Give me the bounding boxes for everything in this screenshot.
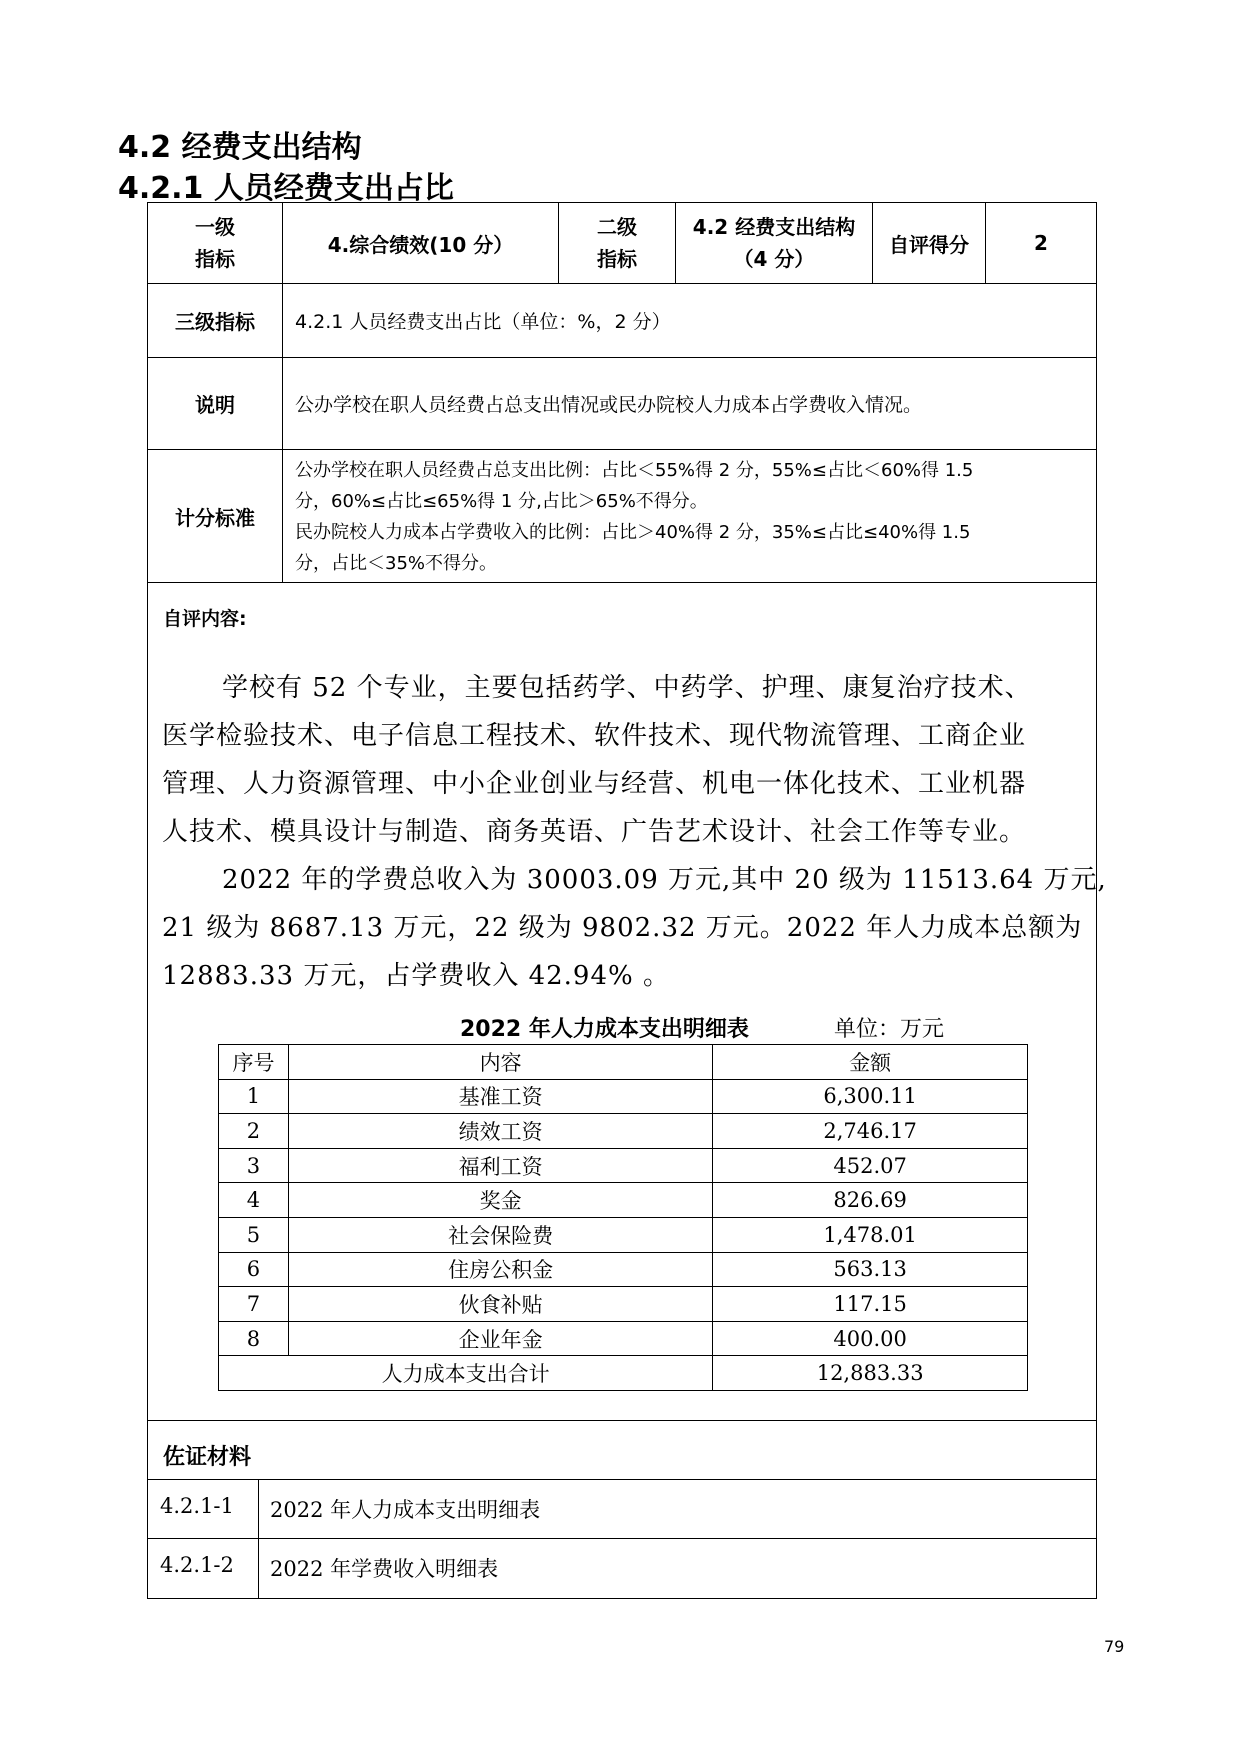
row-item: 福利工资	[288, 1148, 712, 1183]
table-header-row	[219, 1045, 1028, 1080]
self-score-label: 自评得分	[889, 232, 969, 257]
level3-value: 4.2.1 人员经费支出占比（单位：%，2 分）	[295, 311, 671, 333]
self-eval-line: 12883.33 万元，占学费收入 42.94% 。	[162, 961, 670, 991]
evidence-code: 4.2.1-1	[160, 1494, 234, 1518]
table-total-row	[219, 1356, 1028, 1391]
header-cell: 序号	[219, 1045, 289, 1080]
page-number: 79	[1104, 1637, 1125, 1656]
level1-label	[148, 203, 282, 283]
scoring-label: 计分标准	[175, 505, 255, 530]
row-item: 社会保险费	[288, 1217, 712, 1252]
self-eval-line: 管理、人力资源管理、中小企业创业与经营、机电一体化技术、工业机器	[162, 769, 1027, 799]
row-amount: 563.13	[713, 1252, 1028, 1287]
cost-table-unit: 单位：万元	[834, 1017, 945, 1042]
row-amount: 117.15	[713, 1287, 1028, 1322]
row-divider	[147, 1420, 1097, 1421]
table-row	[219, 1079, 1028, 1114]
header-cell: 金额	[713, 1045, 1028, 1080]
section-heading: 4.2 经费支出结构	[118, 130, 362, 165]
table-row	[219, 1321, 1028, 1356]
row-amount: 400.00	[713, 1321, 1028, 1356]
explanation-label: 说明	[195, 393, 235, 417]
row-index: 3	[219, 1148, 289, 1183]
row-divider	[147, 449, 1097, 450]
cost-detail-table	[218, 1044, 1028, 1391]
evidence-code: 4.2.1-2	[160, 1553, 234, 1577]
row-amount: 6,300.11	[713, 1079, 1028, 1114]
level2-value-line: （4 分）	[733, 247, 815, 271]
self-score-value: 2	[1034, 231, 1048, 255]
total-label: 人力成本支出合计	[219, 1356, 713, 1391]
level1-label-line: 一级	[195, 215, 235, 239]
level2-label-line: 二级	[597, 215, 637, 239]
subsection-heading: 4.2.1 人员经费支出占比	[118, 171, 454, 206]
row-index: 7	[219, 1287, 289, 1322]
table-row	[219, 1252, 1028, 1287]
scoring-line: 分，占比＜35%不得分。	[295, 553, 498, 574]
table-row	[219, 1217, 1028, 1252]
row-divider	[147, 582, 1097, 583]
self-eval-line: 学校有 52 个专业，主要包括药学、中药学、护理、康复治疗技术、	[222, 673, 1032, 703]
row-index: 1	[219, 1079, 289, 1114]
evidence-link[interactable]: 2022 年人力成本支出明细表	[270, 1498, 541, 1522]
row-item: 基准工资	[288, 1079, 712, 1114]
level2-label	[559, 203, 675, 283]
self-eval-line: 21 级为 8687.13 万元，22 级为 9802.32 万元。2022 年人力成本总额为	[162, 913, 1083, 943]
table-row	[219, 1148, 1028, 1183]
level3-label: 三级指标	[175, 310, 255, 334]
table-row	[219, 1114, 1028, 1149]
row-item: 企业年金	[288, 1321, 712, 1356]
level2-value-line: 4.2 经费支出结构	[692, 215, 856, 239]
scoring-line: 民办院校人力成本占学费收入的比例：占比＞40%得 2 分，35%≤占比≤40%得 1.5	[295, 522, 971, 543]
row-index: 5	[219, 1217, 289, 1252]
scoring-rules	[295, 455, 1092, 579]
scoring-line: 公办学校在职人员经费占总支出比例：占比＜55%得 2 分，55%≤占比＜60%得 1.5	[295, 460, 974, 481]
row-index: 4	[219, 1183, 289, 1218]
row-item: 住房公积金	[288, 1252, 712, 1287]
row-amount: 2,746.17	[713, 1114, 1028, 1149]
cost-table-title: 2022 年人力成本支出明细表	[460, 1017, 749, 1042]
level1-value: 4.综合绩效(10 分）	[327, 232, 514, 257]
level2-label-line: 指标	[597, 247, 637, 271]
table-row	[219, 1183, 1028, 1218]
row-index: 8	[219, 1321, 289, 1356]
row-index: 2	[219, 1114, 289, 1149]
header-cell: 内容	[288, 1045, 712, 1080]
evidence-label: 佐证材料	[163, 1445, 252, 1470]
col-divider	[258, 1479, 259, 1599]
row-item: 伙食补贴	[288, 1287, 712, 1322]
row-item: 绩效工资	[288, 1114, 712, 1149]
self-eval-line: 人技术、模具设计与制造、商务英语、广告艺术设计、社会工作等专业。	[162, 817, 1027, 847]
row-divider	[147, 1538, 1097, 1539]
row-divider	[147, 1479, 1097, 1480]
level1-label-line: 指标	[195, 247, 235, 271]
level2-value	[676, 203, 872, 283]
row-amount: 452.07	[713, 1148, 1028, 1183]
row-item: 奖金	[288, 1183, 712, 1218]
scoring-line: 分，60%≤占比≤65%得 1 分,占比＞65%不得分。	[295, 491, 708, 512]
row-amount: 1,478.01	[713, 1217, 1028, 1252]
self-eval-line: 2022 年的学费总收入为 30003.09 万元,其中 20 级为 11513.64 万元,	[222, 865, 1107, 895]
row-index: 6	[219, 1252, 289, 1287]
self-eval-line: 医学检验技术、电子信息工程技术、软件技术、现代物流管理、工商企业	[162, 721, 1027, 751]
table-row	[219, 1287, 1028, 1322]
self-eval-label: 自评内容:	[163, 608, 247, 630]
explanation-value: 公办学校在职人员经费占总支出情况或民办院校人力成本占学费收入情况。	[295, 394, 923, 416]
total-amount: 12,883.33	[713, 1356, 1028, 1391]
evidence-link[interactable]: 2022 年学费收入明细表	[270, 1557, 499, 1581]
row-amount: 826.69	[713, 1183, 1028, 1218]
